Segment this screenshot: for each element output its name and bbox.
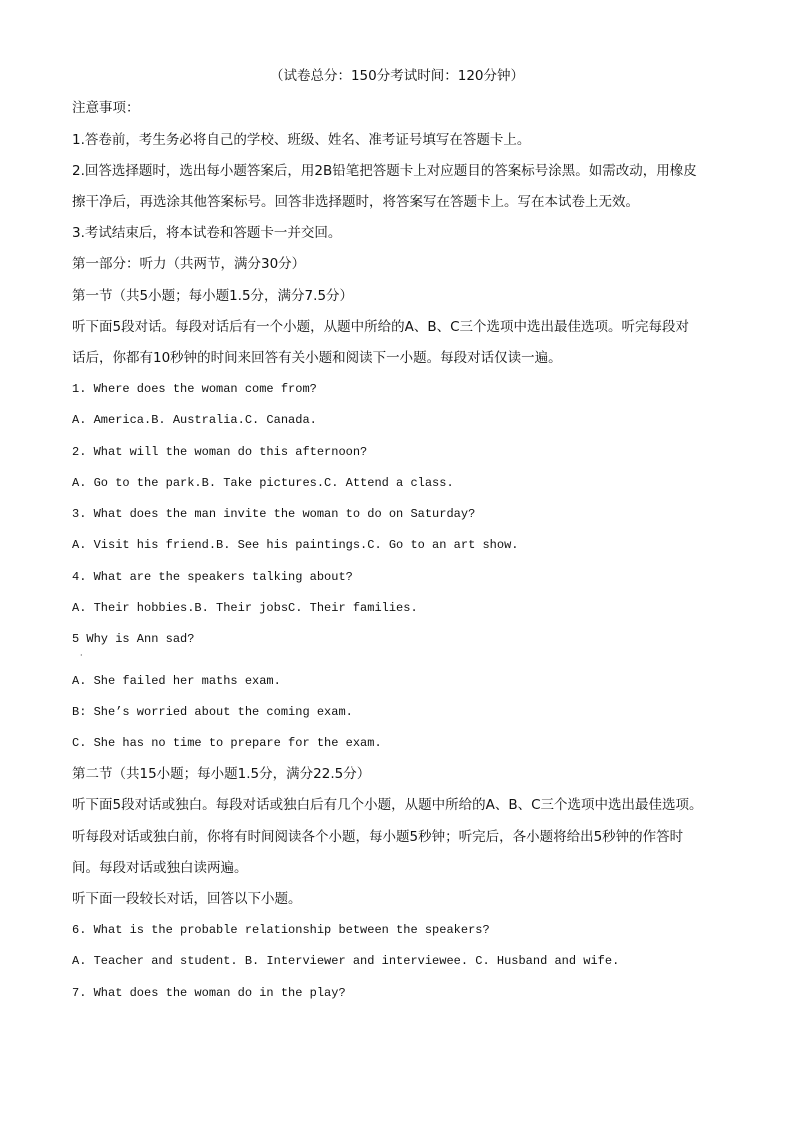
notice-item-2-line-1: 2.回答选择题时，选出每小题答案后，用2B铅笔把答题卡上对应题目的答案标号涂黑。如需改动，用橡皮: [72, 163, 697, 179]
question-5-mark: ·: [80, 651, 83, 660]
question-4: 4. What are the speakers talking about?: [72, 570, 353, 584]
question-7: 7. What does the woman do in the play?: [72, 986, 346, 1000]
question-4-options: A. Their hobbies.B. Their jobsC. Their families.: [72, 601, 418, 615]
part1-title: 第一部分：听力（共两节，满分30分）: [72, 256, 306, 272]
question-6-options: A. Teacher and student. B. Interviewer and interviewee. C. Husband and wife.: [72, 954, 620, 968]
notice-item-1: 1.答卷前，考生务必将自己的学校、班级、姓名、准考证号填写在答题卡上。: [72, 132, 531, 148]
section2-title: 第二节（共15小题；每小题1.5分，满分22.5分）: [72, 766, 371, 782]
section1-title: 第一节（共5小题；每小题1.5分，满分7.5分）: [72, 288, 354, 304]
notice-title: 注意事项：: [72, 100, 140, 116]
question-2-options: A. Go to the park.B. Take pictures.C. Attend a class.: [72, 476, 454, 490]
section1-instructions-line-2: 话后，你都有10秒钟的时间来回答有关小题和阅读下一小题。每段对话仅读一遍。: [72, 350, 562, 366]
question-1: 1. Where does the woman come from?: [72, 382, 317, 396]
question-5-option-b: B: She’s worried about the coming exam.: [72, 705, 353, 719]
section1-instructions-line-1: 听下面5段对话。每段对话后有一个小题，从题中所给的A、B、C三个选项中选出最佳选项。听完每段对: [72, 319, 690, 335]
section2-instructions-line-1: 听下面5段对话或独白。每段对话或独白后有几个小题，从题中所给的A、B、C三个选项中选出最佳选项。: [72, 797, 703, 813]
question-5-option-c: C. She has no time to prepare for the exam.: [72, 736, 382, 750]
question-5-option-a: A. She failed her maths exam.: [72, 674, 281, 688]
question-2: 2. What will the woman do this afternoon?: [72, 445, 368, 459]
section2-instructions-line-3: 间。每段对话或独白读两遍。: [72, 860, 248, 876]
question-5: 5 Why is Ann sad?: [72, 632, 195, 646]
notice-item-3: 3.考试结束后，将本试卷和答题卡一并交回。: [72, 225, 342, 241]
question-6: 6. What is the probable relationship between the speakers?: [72, 923, 490, 937]
question-3: 3. What does the man invite the woman to do on Saturday?: [72, 507, 476, 521]
long-dialogue-intro: 听下面一段较长对话，回答以下小题。: [72, 891, 302, 907]
section2-instructions-line-2: 听每段对话或独白前，你将有时间阅读各个小题，每小题5秒钟；听完后，各小题将给出5秒钟的作答时: [72, 829, 684, 845]
exam-info: （试卷总分：150分考试时间：120分钟）: [269, 68, 525, 84]
question-3-options: A. Visit his friend.B. See his paintings.C. Go to an art show.: [72, 538, 519, 552]
notice-item-2-line-2: 擦干净后，再选涂其他答案标号。回答非选择题时，将答案写在答题卡上。写在本试卷上无效。: [72, 194, 639, 210]
question-1-options: A. America.B. Australia.C. Canada.: [72, 413, 317, 427]
